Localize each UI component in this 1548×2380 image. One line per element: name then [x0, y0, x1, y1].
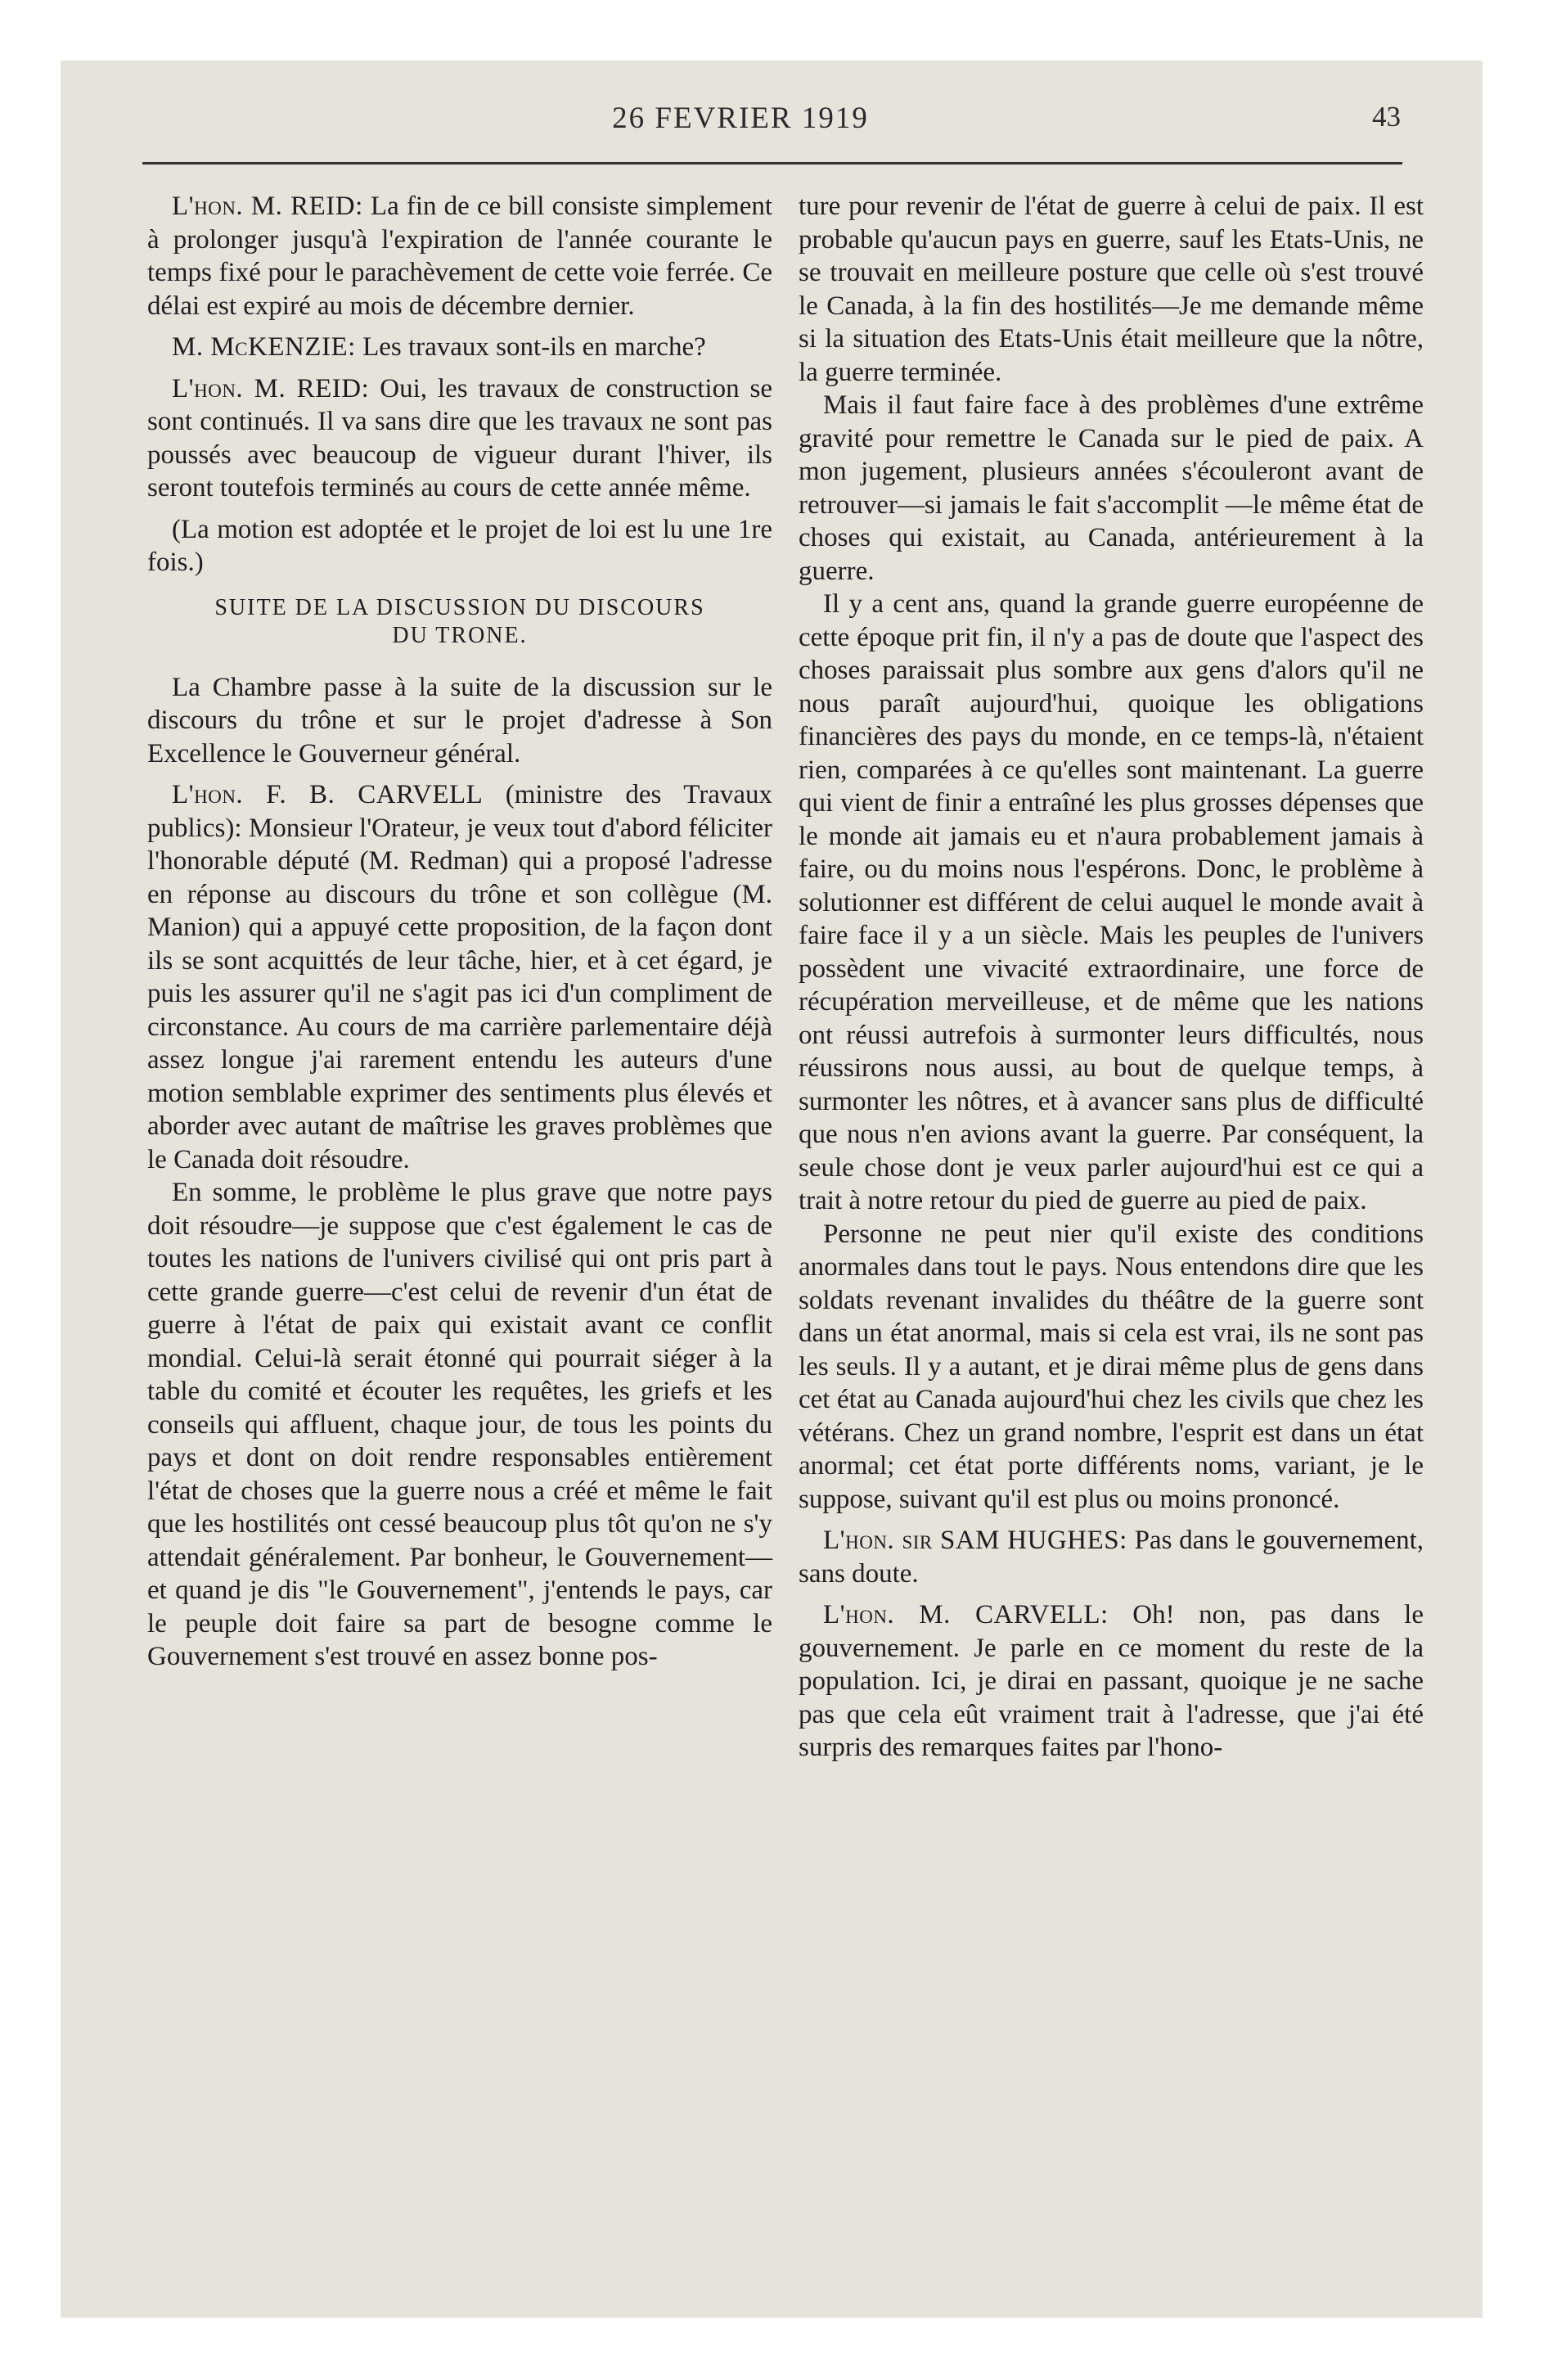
paragraph-chambre: La Chambre passe à la suite de la discussion sur le discours du trône et sur le projet d'adresse à Son Excellence le Gouverneur général. — [147, 672, 772, 769]
paragraph-reid-2 — [147, 372, 772, 505]
section-title — [147, 594, 772, 650]
paragraph-problemes: Mais il faut faire face à des problèmes d'une extrême gravité pour remettre le Canada sur le pied de paix. A mon jugement, plusieurs années s'écouleront avant de retrouver—si jamais le fait s'accomplit —le même état de choses qui existait, au Canada, antérieurement à la guerre. — [799, 390, 1424, 586]
speech-text: La fin de ce bill consiste simplement à prolonger jusqu'à l'expiration de l'année courante le temps fixé pour le parachèvement de cette voie ferrée. Ce délai est expiré au mois de décembre dernier. — [147, 192, 773, 321]
speech-text: Pas dans le gouvernement, sans doute. — [799, 1526, 1424, 1589]
page-header — [80, 101, 1401, 150]
paragraph-continued: ture pour revenir de l'état de guerre à celui de paix. Il est probable qu'aucun pays en guerre, sauf les Etats-Unis, ne se trouvait en meilleure posture que celle où s'est trouvé le Canada, à la fin des hostilités—Je me demande même si la situation des Etats-Unis était meilleure que la nôtre, la guerre terminée. — [799, 192, 1424, 387]
right-column — [799, 190, 1424, 1773]
paragraph-reid-1 — [147, 190, 772, 322]
speech-text: (ministre des Travaux publics): Monsieur l'Orateur, je veux tout d'abord féliciter l'honorable député (M. Redman) qui a proposé l'adresse en réponse au discours du trône et son collègue (M. Manion) qui a appuyé cette proposition, de la façon dont ils se sont acquittés de leur tâche, hier, et à cet égard, je puis les assurer qu'il ne s'agit pas ici d'un compliment de circonstance. Au cours de ma carrière parlementaire déjà assez longue j'ai rarement entendu les auteurs d'une motion semblable exprimer des sentiments plus élevés et aborder avec autant de maîtrise les graves problèmes que le Canada doit résoudre. — [147, 780, 772, 1174]
paragraph-mckenzie — [147, 331, 772, 364]
speaker-name: L'hon. M. CARVELL: — [823, 1600, 1109, 1629]
section-title-line-1: SUITE DE LA DISCUSSION DU DISCOURS — [214, 594, 705, 620]
paragraph-hughes — [799, 1524, 1424, 1590]
speaker-name: L'hon. F. B. CARVELL — [172, 780, 484, 809]
paragraph-cent-ans: Il y a cent ans, quand la grande guerre européenne de cette époque prit fin, il n'y a pas de doute que l'aspect des choses paraissait plus sombre aux gens d'alors qu'il ne nous paraît aujourd'hui, quoique les obligations financières des pays du monde, en ce temps-là, n'étaient rien, comparées à ce qu'elles sont maintenant. La guerre qui vient de finir a entraîné les plus grosses dépenses que le monde ait jamais eu et n'aura probablement jamais à faire, ou du moins nous l'espérons. Donc, le problème à solutionner est différent de celui auquel le monde avait à faire face il y a un siècle. Mais les peuples de l'univers possèdent une vivacité extraordinaire, une force de récupération merveilleuse, et de même que les nations ont réussi autrefois à surmonter leurs difficultés, nous réussirons nous aussi, au bout de quelque temps, à surmonter les nôtres, et à avancer sans plus de difficulté que nous n'en avions avant la guerre. Par conséquent, la seule chose dont je veux parler aujourd'hui est ce qui a trait à notre retour du pied de guerre au pied de paix. — [799, 589, 1424, 1215]
speaker-name: L'hon. sir SAM HUGHES: — [823, 1526, 1127, 1555]
speaker-name: L'hon. M. REID: — [172, 192, 363, 221]
running-head-date: 26 FEVRIER 1919 — [612, 101, 869, 135]
paragraph-carvell-2: En somme, le problème le plus grave que notre pays doit résoudre—je suppose que c'est également le cas de toutes les nations de l'univers civilisé qui ont pris part à cette grande guerre—c'est celui de revenir d'un état de guerre à l'état de paix qui existait avant ce conflit mondial. Celui-là serait étonné qui pourrait siéger à la table du comité et écouter les requêtes, les griefs et les conseils qui affluent, chaque jour, de tous les points du pays et dont on doit rendre responsables entièrement l'état de choses que la guerre nous a créé et même le fait que les hostilités ont cessé beaucoup plus tôt qu'on ne s'y attendait généralement. Par bonheur, le Gouvernement—et quand je dis "le Gouvernement", j'entends le pays, car le peuple doit faire sa part de besogne comme le Gouvernement s'est trouvé en assez bonne pos- — [147, 1178, 772, 1671]
header-rule — [142, 162, 1402, 165]
speech-text: Les travaux sont-ils en marche? — [362, 332, 706, 362]
paragraph-carvell-1 — [147, 778, 772, 1176]
speech-text: Oh! non, pas dans le gouvernement. Je parle en ce moment du reste de la population. Ici, je dirai en passant, quoique je ne sache pas que cela eût vraiment trait à l'adresse, que j'ai été surpris des remarques faites par l'hono- — [799, 1600, 1424, 1762]
speech-text: Oui, les travaux de construction se sont continués. Il va sans dire que les travaux ne sont pas poussés avec beaucoup de vigueur durant l'hiver, ils seront toutefois terminés au cours de cette année même. — [147, 373, 772, 503]
speaker-name: L'hon. M. REID: — [172, 373, 370, 403]
paragraph-conditions-anormales: Personne ne peut nier qu'il existe des conditions anormales dans tout le pays. Nous entendons dire que les soldats revenant invalides du théâtre de la guerre sont dans un état anormal, mais si cela est vrai, ils ne sont pas les seuls. Il y a autant, et je dirai même plus de gens dans cet état au Canada aujourd'hui chez les civils que chez les vétérans. Chez un grand nombre, l'esprit est dans un état anormal; cet état porte différents noms, variant, je le suppose, suivant qu'il est plus ou moins prononcé. — [799, 1219, 1424, 1514]
page-number: 43 — [1372, 101, 1401, 133]
speaker-name: M. McKENZIE: — [172, 332, 356, 362]
section-title-line-2: DU TRONE. — [392, 622, 528, 648]
paragraph-carvell-3 — [799, 1598, 1424, 1765]
left-column — [147, 190, 772, 1682]
paragraph-motion-adopted: (La motion est adoptée et le projet de loi est lu une 1re fois.) — [147, 514, 772, 577]
